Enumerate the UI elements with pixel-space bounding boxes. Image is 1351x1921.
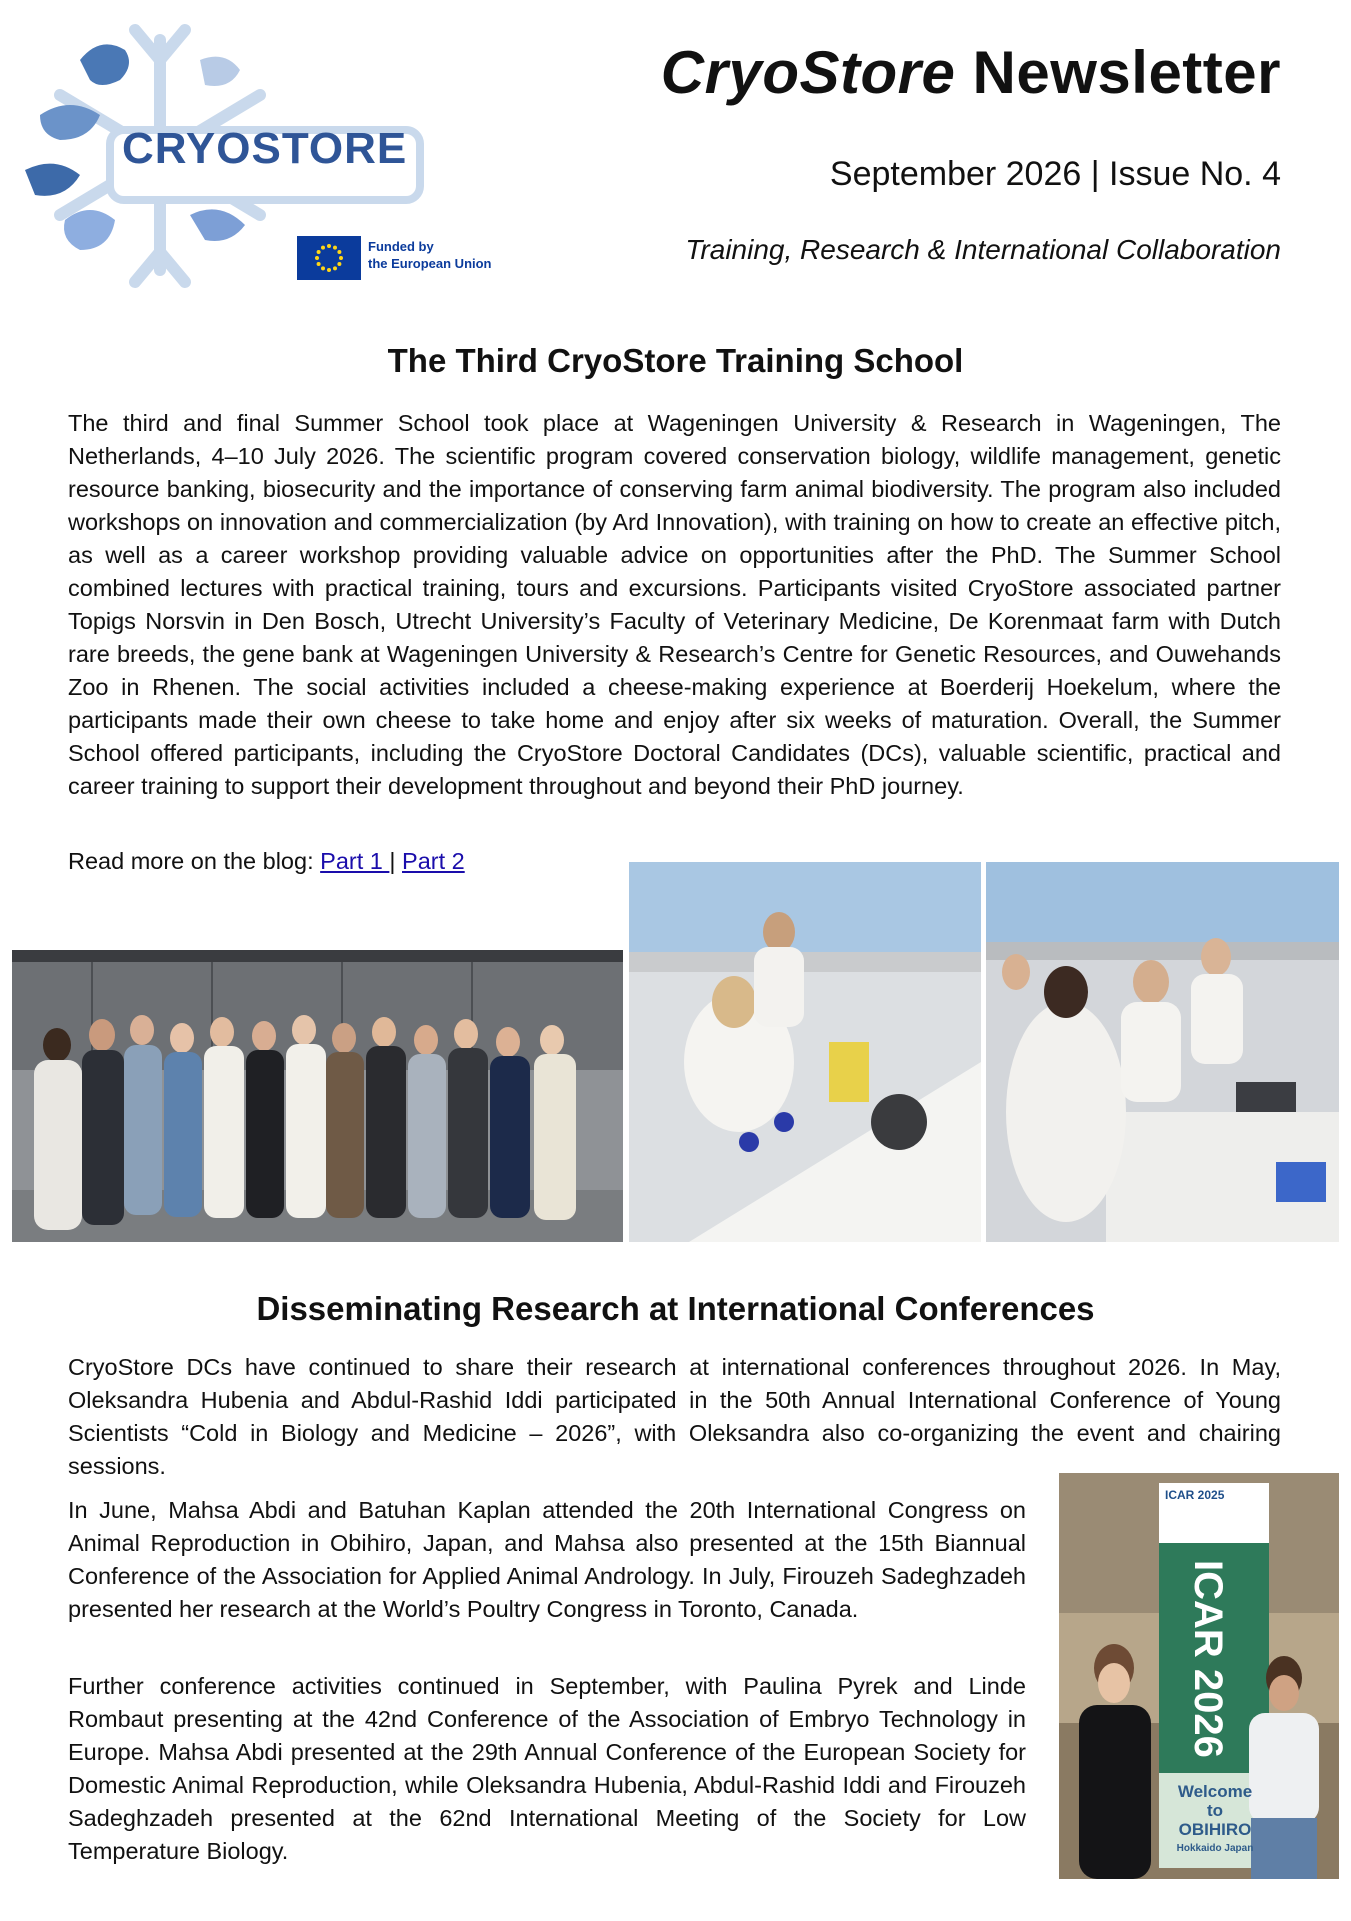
training-school-paragraph: The third and final Summer School took place at Wageningen University & Research in Wageningen, The Netherlands, 4–10 July 2026. The scientific program covered conservation biology, wildlife management, genetic resource banking, biosecurity and the importance of conserving farm animal biodiversity. The program also included workshops on innovation and commercialization (by Ard Innovation), with training on how to create an effective pitch, as well as a career workshop providing valuable advice on opportunities after the PhD. The Summer School combined lectures with practical training, tours and excursions. Participants visited CryoStore associated partner Topigs Norsvin in Den Bosch, Utrecht University’s Faculty of Veterinary Medicine, De Korenmaat farm with Dutch rare breeds, the gene bank at Wageningen University & Research’s Centre for Genetic Resources, and Ouwehands Zoo in Rhenen. The social activities included a cheese-making experience at Boerderij Hoekelum, where the participants made their own cheese to take home and enjoy after six weeks of maturation. Overall, the Summer School offered participants, including the CryoStore Doctoral Candidates (DCs), valuable scientific, practical and career training to support their development throughout and beyond their PhD journey.: [68, 410, 1281, 799]
banner-welcome: Welcome: [1177, 1782, 1253, 1801]
read-more-line: [68, 848, 465, 875]
banner-event-label: ICAR 2025: [1165, 1488, 1225, 1502]
conferences-paragraph-1: CryoStore DCs have continued to share their research at international conferences throughout 2026. In May, Oleksandra Hubenia and Abdul-Rashid Iddi participated in the 50th Annual International Conference of Young Scientists “Cold in Biology and Medicine – 2026”, with Oleksandra also co-organizing the event and chairing sessions.: [68, 1354, 1281, 1479]
conferences-paragraph-2: In June, Mahsa Abdi and Batuhan Kaplan attended the 20th International Congress on Animal Reproduction in Obihiro, Japan, and Mahsa also presented at the 15th Biannual Conference of the Association for Applied Animal Andrology. In July, Firouzeh Sadeghzadeh presented her research at the World’s Poultry Congress in Toronto, Canada.: [68, 1497, 1026, 1622]
blog-part2-link[interactable]: Part 2: [402, 848, 465, 874]
lab-photo-2: [986, 862, 1339, 1242]
title-italic: CryoStore: [660, 39, 956, 106]
issue-line: September 2026 | Issue No. 4: [829, 155, 1281, 193]
conferences-paragraph-3: Further conference activities continued in September, with Paulina Pyrek and Linde Rombaut presenting at the 42nd Conference of the Association of Embryo Technology in Europe. Mahsa Abdi presented at the 29th Annual Conference of the European Society for Domestic Animal Reproduction, while Oleksandra Hubenia, Abdul-Rashid Iddi and Firouzeh Sadeghzadeh presented at the 62nd International Meeting of the Society for Low Temperature Biology.: [68, 1673, 1026, 1864]
eu-funding-label: [368, 238, 492, 272]
banner-city: OBIHIRO: [1178, 1820, 1252, 1839]
banner-vertical-text-wrap: [1182, 1560, 1242, 1790]
title-rest: Newsletter: [955, 39, 1281, 106]
logo-wordmark: CRYOSTORE: [122, 124, 408, 173]
read-more-prefix: Read more on the blog:: [68, 848, 321, 874]
section-title-conferences: Disseminating Research at International Conferences: [256, 1290, 1095, 1327]
blog-part1-link[interactable]: Part 1: [320, 848, 390, 874]
funding-line1: Funded by: [368, 239, 434, 254]
eu-flag-icon: [297, 236, 361, 280]
funding-line2: the European Union: [368, 256, 492, 271]
banner-location: Hokkaido Japan: [1176, 1843, 1254, 1854]
banner-to: to: [1206, 1801, 1224, 1820]
lab-photo-1: [629, 862, 981, 1242]
newsletter-title: [661, 38, 1281, 107]
tagline: Training, Research & International Collaboration: [685, 234, 1281, 265]
banner-vertical-text: ICAR 2026: [1186, 1560, 1230, 1758]
section-title-training-school: The Third CryoStore Training School: [387, 342, 964, 379]
link-separator: |: [389, 848, 403, 874]
group-photo: [12, 950, 623, 1242]
banner-welcome-block: [1160, 1782, 1270, 1858]
